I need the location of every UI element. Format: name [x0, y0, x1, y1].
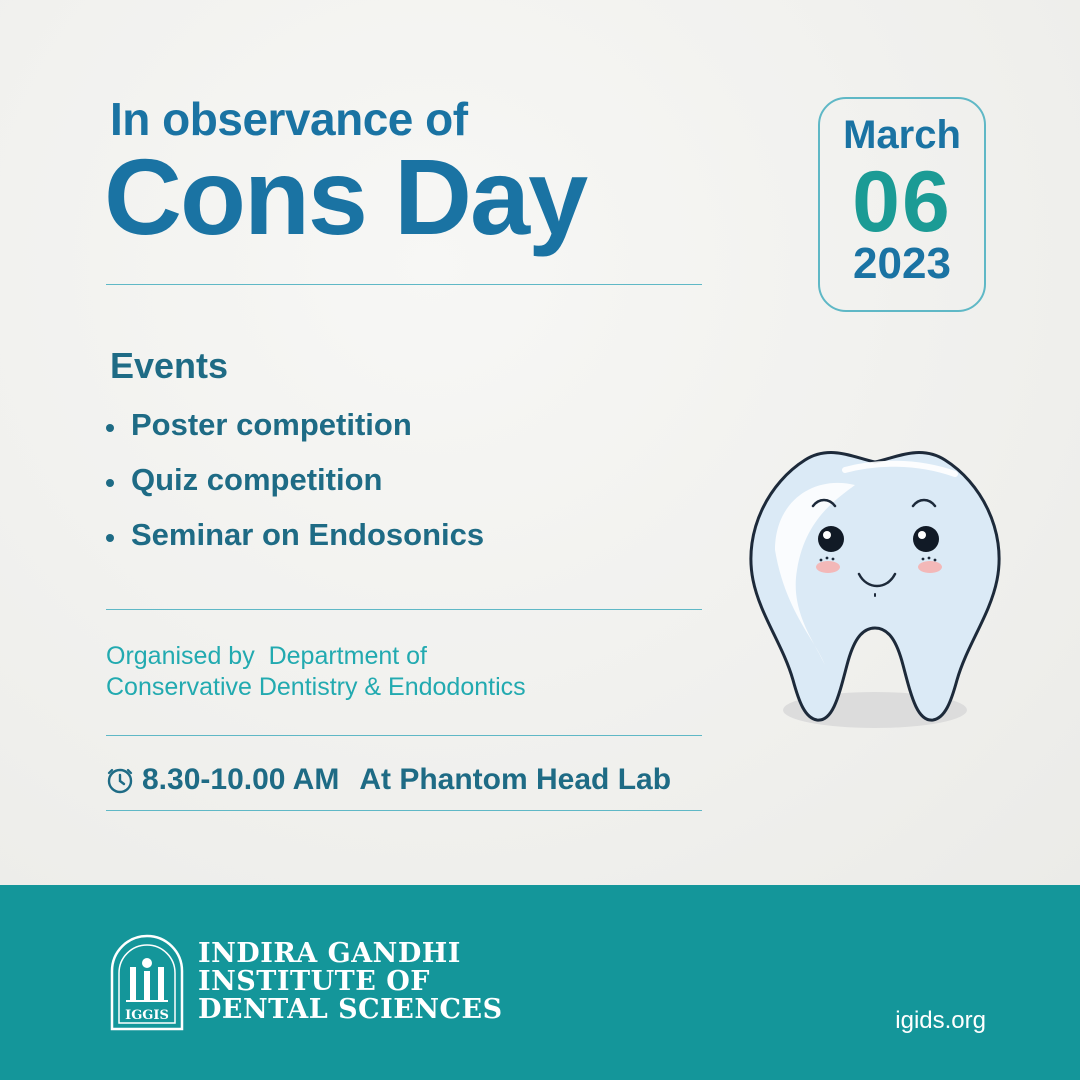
events-list: [104, 404, 484, 569]
date-day: 06: [852, 154, 952, 250]
event-venue: At Phantom Head Lab: [359, 763, 672, 796]
website-link[interactable]: igids.org: [895, 1007, 986, 1034]
events-heading: Events: [110, 345, 229, 386]
list-item: [104, 404, 484, 459]
institution-name-line: INDIRA GANDHI: [198, 938, 461, 969]
institution-name-line: INSTITUTE OF: [198, 966, 430, 997]
event-item-label: Seminar on Endosonics: [131, 517, 485, 552]
organiser-line: Conservative Dentistry & Endodontics: [106, 673, 526, 701]
divider: [106, 735, 702, 736]
date-badge: [818, 97, 986, 312]
institution-name-line: DENTAL SCIENCES: [198, 994, 503, 1025]
event-time: 8.30-10.00 AM: [142, 763, 340, 796]
divider: [106, 284, 702, 285]
bullet-icon: [106, 479, 114, 487]
bullet-icon: [106, 534, 114, 542]
organiser-text: [106, 641, 706, 703]
list-item: [104, 514, 484, 569]
event-item-label: Poster competition: [131, 407, 412, 442]
pre-title: In observance of: [110, 93, 468, 145]
tooth-mascot-illustration: [735, 440, 1015, 740]
event-item-label: Quiz competition: [131, 462, 383, 497]
institution-name: [198, 940, 503, 1024]
date-year: 2023: [853, 239, 951, 288]
organiser-line: Organised by Department of: [106, 642, 427, 670]
clock-icon: [106, 766, 134, 794]
list-item: [104, 459, 484, 514]
footer: [0, 885, 1080, 1080]
svg-text:IGGIS: IGGIS: [125, 1008, 169, 1023]
bullet-icon: [106, 424, 114, 432]
date-month: March: [843, 113, 961, 157]
institution-logo-icon: [108, 933, 186, 1031]
schedule: [106, 760, 671, 800]
divider: [106, 609, 702, 610]
divider: [106, 810, 702, 811]
event-title: Cons Day: [104, 136, 587, 257]
